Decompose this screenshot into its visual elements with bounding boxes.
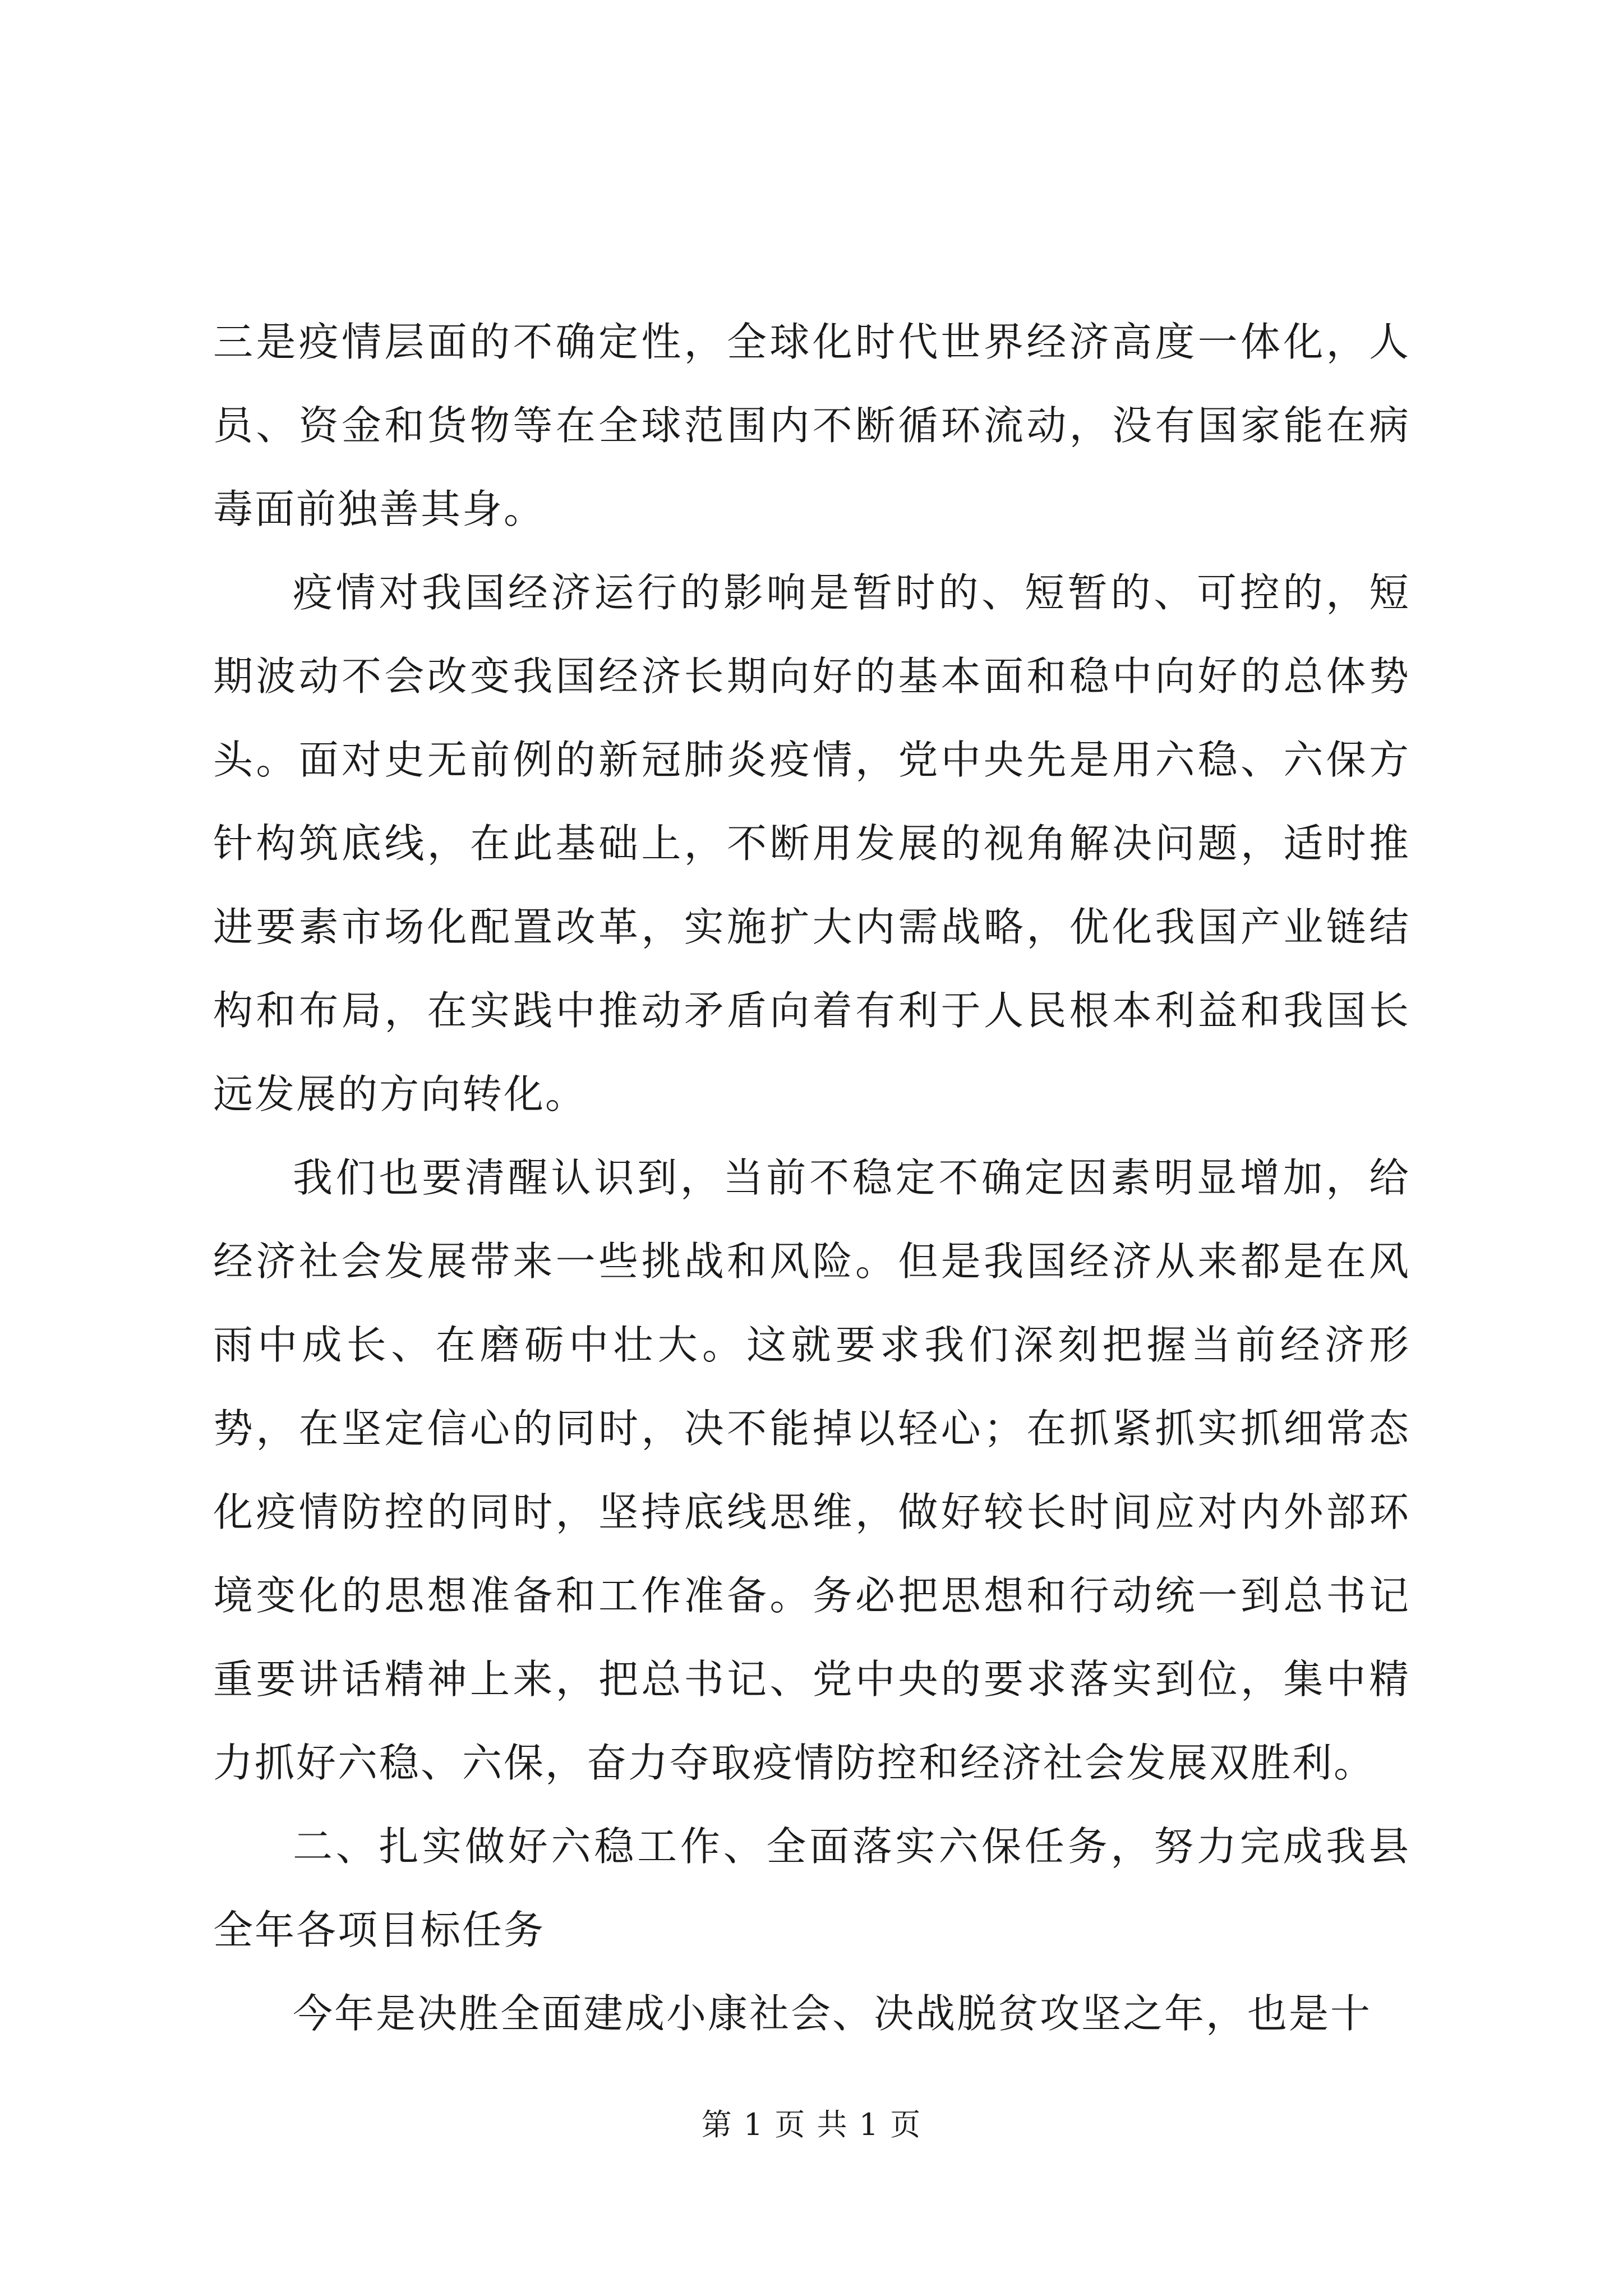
paragraph-2: 疫情对我国经济运行的影响是暂时的、短暂的、可控的，短期波动不会改变我国经济长期向好的基本面和稳中向好的总体势头。面对史无前例的新冠肺炎疫情，党中央先是用六稳、六保方针构筑底线，在此基础上，不断用发展的视角解决问题，适时推进要素市场化配置改革，实施扩大内需战略，优化我国产业链结构和布局，在实践中推动矛盾向着有利于人民根本利益和我国长远发展的方向转化。 xyxy=(213,569,1410,1117)
paragraph-1: 三是疫情层面的不确定性，全球化时代世界经济高度一体化，人员、资金和货物等在全球范围内不断循环流动，没有国家能在病毒面前独善其身。 xyxy=(213,319,1410,532)
page-number-footer: 第 1 页 共 1 页 xyxy=(701,2107,922,2142)
section-heading: 二、扎实做好六稳工作、全面落实六保任务，努力完成我县全年各项目标任务 xyxy=(213,1823,1410,1953)
paragraph-5: 今年是决胜全面建成小康社会、决战脱贫攻坚之年，也是十 xyxy=(293,1990,1372,2037)
paragraph-3: 我们也要清醒认识到，当前不稳定不确定因素明显增加，给经济社会发展带来一些挑战和风险。但是我国经济从来都是在风雨中成长、在磨砺中壮大。这就要求我们深刻把握当前经济形势，在坚定信心的同时，决不能掉以轻心；在抓紧抓实抓细常态化疫情防控的同时，坚持底线思维，做好较长时间应对内外部环境变化的思想准备和工作准备。务必把思想和行动统一到总书记重要讲话精神上来，把总书记、党中央的要求落实到位，集中精力抓好六稳、六保，奋力夺取疫情防控和经济社会发展双胜利。 xyxy=(213,1154,1410,1786)
document-body xyxy=(213,300,1410,2055)
